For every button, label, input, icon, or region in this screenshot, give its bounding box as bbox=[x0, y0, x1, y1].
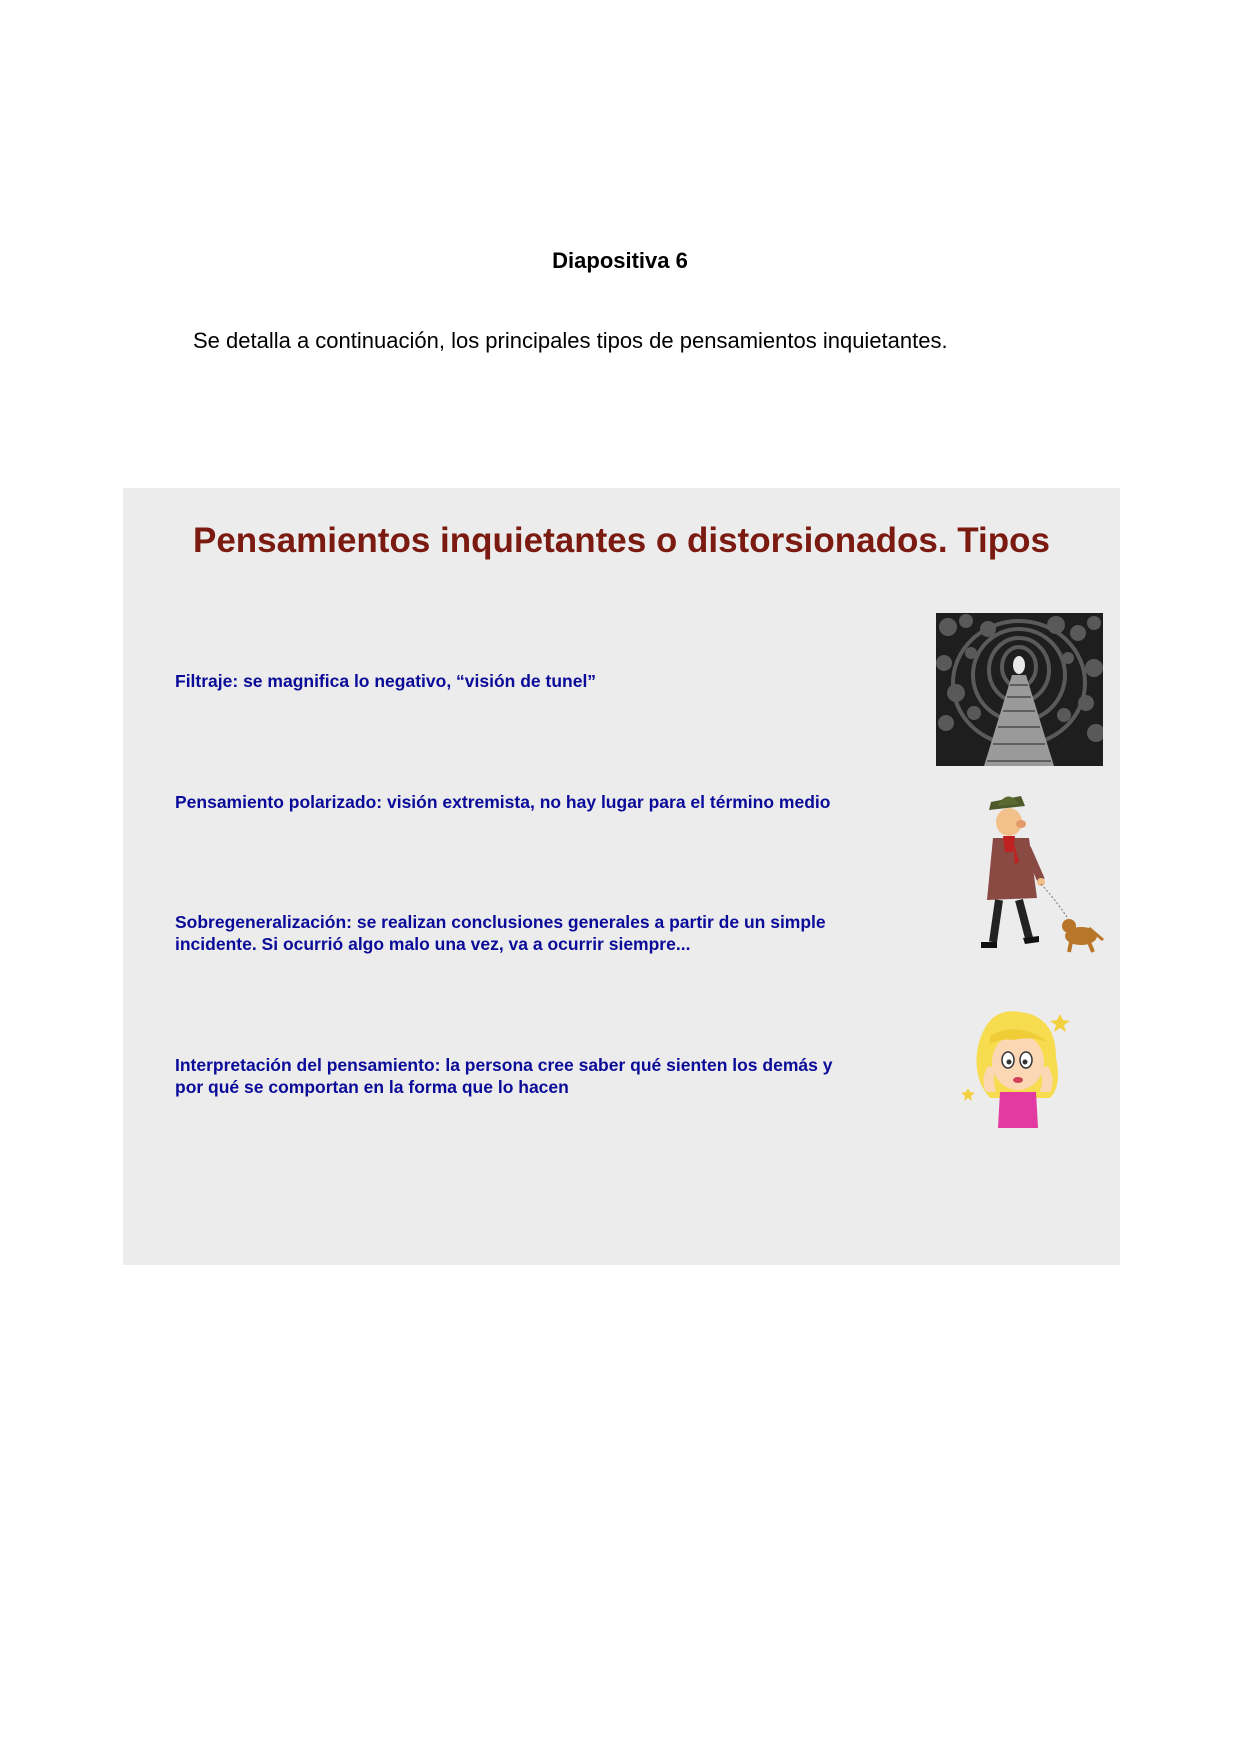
list-item-filtraje: Filtraje: se magnifica lo negativo, “visión de tunel” bbox=[175, 671, 597, 691]
tunnel-photo bbox=[936, 613, 1103, 766]
intro-paragraph: Se detalla a continuación, los principales tipos de pensamientos inquietantes. bbox=[193, 328, 948, 353]
list-item-sobregeneralizacion: Sobregeneralización: se realizan conclusiones generales a partir de un simple incidente. Si ocurrió algo malo una vez, va a ocurrir siempre... bbox=[175, 912, 826, 954]
slide bbox=[123, 488, 1120, 1265]
slide-title: Pensamientos inquietantes o distorsionados. Tipos bbox=[192, 521, 1050, 560]
page-heading: Diapositiva 6 bbox=[552, 248, 688, 273]
man-walking-dog-illustration bbox=[953, 788, 1109, 958]
list-item-interpretacion: Interpretación del pensamiento: la persona cree saber qué sienten los demás y por qué se comportan en la forma que lo hacen bbox=[175, 1055, 833, 1097]
list-item-polarizado: Pensamiento polarizado: visión extremista, no hay lugar para el término medio bbox=[175, 792, 831, 812]
worried-girl-illustration bbox=[958, 1006, 1080, 1128]
